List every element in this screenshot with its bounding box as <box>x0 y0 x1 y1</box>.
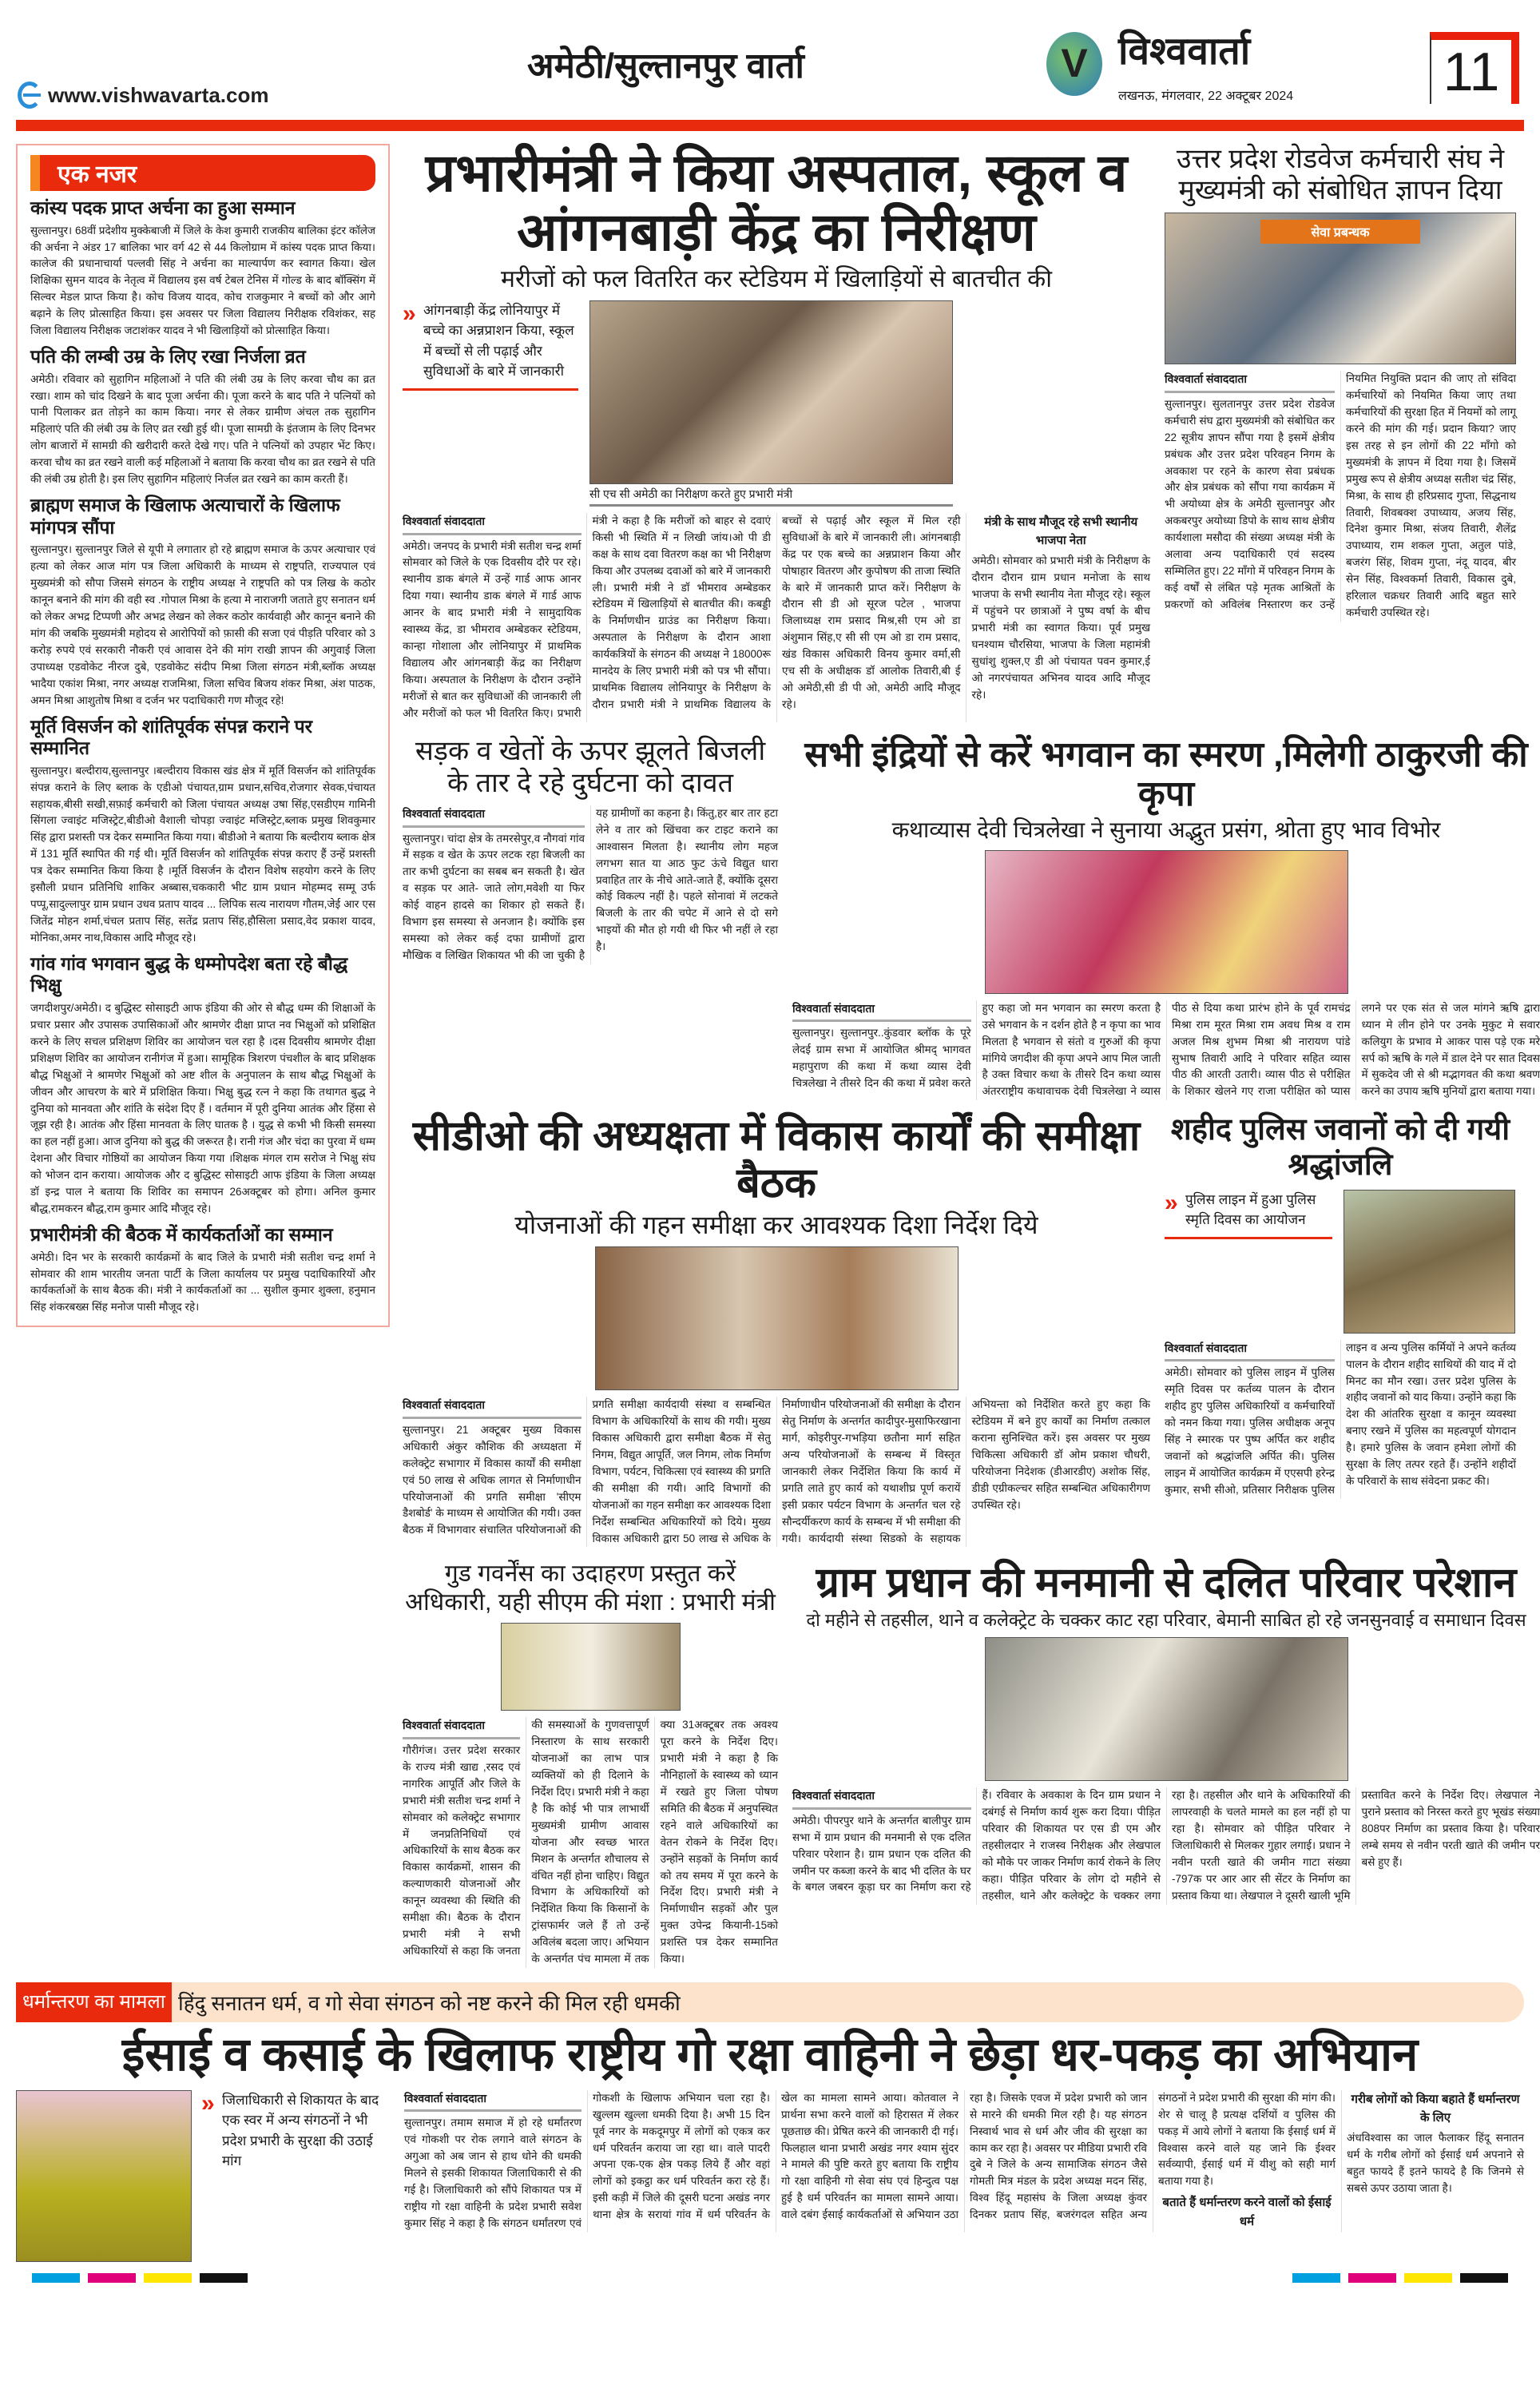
katha-body-columns <box>792 1000 1540 1101</box>
row-2 <box>403 734 1540 1101</box>
row-1 <box>403 144 1524 722</box>
left-story-headline: कांस्य पदक प्राप्त अर्चना का हुआ सम्मान <box>30 197 296 218</box>
print-color-bars <box>32 2273 1508 2283</box>
byline: विश्ववार्ता संवाददाता <box>792 1787 971 1810</box>
cdo-photo <box>595 1246 959 1390</box>
left-story-headline: गांव गांव भगवान बुद्ध के धम्मोपदेश बता रहे बौद्ध भिक्षु <box>30 952 348 996</box>
header-divider <box>16 120 1524 131</box>
newspaper-logo-icon: V <box>1046 32 1102 96</box>
left-story-body: जगदीशपुर/अमेठी। द बुद्धिस्ट सोसाइटी आफ इंडिया की ओर से बौद्ध धम्म की शिक्षाओं के प्रचार प्रसार और उपासक उपासिकाओं और श्रामणेर दीक्षा प्राप्त नव भिक्षुओं को प्रशिक्षित करने के लिए सचल प्रशिक्षण शिविर का आयोजन चल रहा है ।दस दिवसीय श्रामणेर दीक्षा प्रशिक्षण शिविर का आयोजन रानीगंज में हुआ। सामूहिक त्रिशरण पंचशील के बाद प्रशिक्षक बौद्ध भिक्षुओं ने श्रामणेर भिक्षुओं को अष्ट शील के अनुपालन के साथ बौद्ध भिक्षुओं के जीवन और आचरण के बारे में प्रशिक्षित किया। भिक्षु बुद्ध रत्न ने कहा कि तथागत बुद्ध ने दुनिया को मानवता और शांति के संदेश दिए हैं । वर्तमान में पूरी दुनिया आतंक और हिंसा से जूझ रही है। आतंक और हिंसा मानवता के लिए घातक है । युद्ध से कभी भी किसी समस्या का हल नहीं हुआ। आज दुनिया को बुद्ध की जरूरत है। रानी गंज और चंदा का पुरवा में धम्म देशना और विचार गोष्ठियों का आयोजन किया गया ।शिक्षक मंगल राम सरोज ने भिक्षु संघ को भोजन दान कराया। आयोजक और द बुद्धिस्ट सोसाइटी आफ इंडिया के जिला अध्यक्ष डॉ इन्द्र पाल ने बताया कि शिविर का समापन 26अक्टूबर को होगा। अनिल कुमार बौद्ध,रामकरन बौद्ध,राम कुमार आदि मौजूद रहे। <box>30 1002 375 1215</box>
pradhan-story <box>792 1560 1540 1904</box>
lead-media <box>403 300 1150 507</box>
print-color-bar-black <box>200 2273 248 2283</box>
ek-najar-box <box>16 144 390 1327</box>
byline: विश्ववार्ता संवाददाता <box>403 1717 520 1739</box>
governance-headline: गुड गवर्नेंस का उदाहरण प्रस्तुत करें अधिकारी, यही सीएम की मंशा : प्रभारी मंत्री <box>405 1560 776 1616</box>
left-story-body: सुल्तानपुर। बल्दीराय,सुल्तानपुर ।बल्दीराय विकास खंड क्षेत्र में मूर्ति विसर्जन को शांतिपूर्वक संपन्न कराने के लिए ब्लाक के एडीओ पंचायत,ग्राम प्रधान,सचिव,रोजगार सेवक,पंचायत सहायक,बीसी सखी,सफ़ाई कर्मचारी को जिला पंचायत अध्यक्ष उषा सिंह,एसडीएम गामिनी सिंगला ज्वाइंट मजिस्ट्रेट,बीडीओ वैशाली चोपड़ा ज्वाइंट मजिस्ट्रेट,ब्लाक प्रमुख शिवकुमार सिंह द्वारा प्रशस्ती पत्र देकर सम्मानित किया गया। बीडीओ ने बताया कि बल्दीराय ब्लाक क्षेत्र में 131 मूर्ति स्थापित की गई थी। मूर्ति विसर्जन को शांतिपूर्वक संपन्न कराए हैं उन्हें प्रशस्ती पत्र देकर सम्मानित किया किया है ।मूर्ति विसर्जन के दौरान विशेष सहयोग करने के लिए इसौली प्रधान प्रतिनिधि शाकिर अब्बास,चककारी भीट ग्राम प्रधान मोहम्मद सम्मू उर्फ पप्पू,सादुल्लापुर ग्राम प्रधान उधव प्रताप यादव ... लिपिक सत्य नारायण गौतम,जेई आर एस जितेंद्र मोहन शर्मा,चंचल प्रताप सिंह, सतेंद्र प्रताप सिंह,हौसिला प्रसाद,वेद प्रकाश यादव, मोनिका,अमर नाथ,विकास आदि मौजूद रहे। <box>30 764 375 944</box>
conversion-story <box>16 2090 1524 2262</box>
left-story-headline: मूर्ति विसर्जन को शांतिपूर्वक संपन्न कराने पर सम्मानित <box>30 715 313 759</box>
roadways-body: सुल्तानपुर। सुलतानपुर उत्तर प्रदेश रोडवेज कर्मचारी संघ द्वारा मुख्यमंत्री को संबोधित कर 22 सूत्रीय ज्ञापन सौंपा गया है इसमें क्षेत्रीय प्रबंधक और उत्तर प्रदेश परिवहन निगम के अवकाश पर रहने के कारण सेवा प्रबंधक और क्षेत्र प्रबंधक को सौंपा गया कार्यक्रम में भी अयोध्या क्षेत्र के अमेठी सुल्तानपुर और अकबरपुर अयोध्या डिपो के साथ साथ क्षेत्रीय कार्यशाला मसौदा की संख्या अध्यक्ष मंत्री के अलावा अन्य पदाधिकारी एवं सदस्य सम्मिलित हुए। 22 माँगो में परिवहन निगम के कई वर्षों से लंबित पड़े मृतक आश्रितों के प्रकरणों को अविलंब निस्तारण कर उन्हें नियमित नियुक्ति प्रदान की जाए तो संविदा कर्मचारियों को नियमित किया जाए तथा कर्मचारियों की सुरक्षा हित में नियमों को लागू करने की मांग की गई। प्रदान किया? जाए इस तरह से इन लोगों की 22 माँगो को मुख्यमंत्री के ज्ञापन में दिया गया है। जिसमें प्रमुख रूप से क्षेत्रीय अध्यक्ष सतीश चंद्र सिंह, मिश्रा, के साथ ही हरिप्रसाद गुप्ता, सिद्धनाथ तिवारी, शिवबक्श उपाध्याय, अजय सिंह, दिनेश कुमार मिश्रा, संजय तिवारी, शैलेंद्र उपाध्याय, राम शकल गुप्ता, अतुल पांडे, बजरंग सिंह, शिवम गुप्ता, नंदू यादव, बीर सेन सिंह, विश्वकर्मा तिवारी, विकास दुबे, हरिलाल चक्रधर तिवारी आदि बहुत सारे कर्मचारी उपस्थित रहे। <box>1165 372 1516 619</box>
left-story-body: सुल्तानपुर। सुल्तानपुर जिले से यूपी मे लगातार हो रहे ब्राह्मण समाज के ऊपर अत्याचार एवं हत्या को लेकर आज मांग पत्र जिला अधिकारी के माध्यम से राष्ट्रपति, राज्यपाल एवं मुख्यमंत्री को सौपा जिसमे संगठन के राष्ट्रीय अध्यक्ष ने राष्ट्रपति को पत्र लिख के कठोर कानून बनाने की मांग की वही स्व .गोपाल मिश्रा के हत्या मे नाराजगी जताते हुए सनातन धर्म को लेकर अभद्र टिप्पणी और अभद्र लेखन को लेकर कठोर कार्यवाही और कानून बनाने की मांग की जबकि मुख्यमंत्री महोदय से आरोपियों को फ़ासी की सजा एवं पीड़ति परिवार को 3 करोड़ रुपये एवं सरकारी नौकरी एवं आवास देने की मांग राखी ज्ञापन की अगुवाई जिला उपाध्यक्ष एडवोकेट नीरज दुबे, एडवोकेट संदीप मिश्रा जिला संगठन मंत्री,ब्लॉक अध्यक्ष भादैया एकांश मिश्रा, नगर अध्यक्ष राजमिश्रा, जिला सचिव बिजय शंकर मिश्रा, अंश पाठक, अमन मिश्रा आशुतोष मिश्रा व दर्जन भर पदाधिकारी गण मौजूद रहे! <box>30 543 375 706</box>
cdo-subhead: योजनाओं की गहन समीक्षा कर आवश्यक दिशा निर्देश दिये <box>514 1210 1038 1239</box>
police-headline: शहीद पुलिस जवानों को दी गयी श्रद्धांजलि <box>1170 1113 1510 1182</box>
left-story-headline: प्रभारीमंत्री की बैठक में कार्यकर्ताओं का सम्मान <box>30 1224 333 1245</box>
byline: विश्ववार्ता संवाददाता <box>403 513 581 535</box>
wires-body-columns <box>403 805 778 964</box>
governance-story <box>403 1560 778 1968</box>
byline: विश्ववार्ता संवाददाता <box>1165 1340 1335 1362</box>
conversion-headline: ईसाई व कसाई के खिलाफ राष्ट्रीय गो रक्षा वाहिनी ने छेड़ा धर-पकड़ का अभियान <box>121 2029 1419 2081</box>
left-story-headline: पति की लम्बी उम्र के लिए रखा निर्जला व्रत <box>30 346 306 368</box>
wires-body: सुल्तानपुर। चांदा क्षेत्र के तमरसेपुर,व नौगवां गांव में सड़क व खेत के ऊपर लटक रहा बिजली का तार कभी दुर्घटना का सबब बन सकती है। खेत व सड़क पर आते- जाते लोग,मवेशी या फिर कोई वाहन हादसे का शिकार हो सकते हैं। विभाग इस समस्या से अनजान है। क्योंकि इस समस्या को लेकर कई दफा ग्रामीणों द्वारा मौखिक व लिखित शिकायत भी की जा चुकी है यह ग्रामीणों का कहना है। किंतु,हर बार तार हटा लेने व तार को खिंचवा कर टाइट कराने का आश्वासन मिलता है। स्थानीय लोग महज लगभग सात या आठ फुट ऊंचे विद्युत धारा प्रवाहित तार के नीचे आते-जाते हैं, क्योंकि दूसरा कोई विकल्प नहीं है। पहले सोनावां में लटकते बिजली के तार की चपेट में आने से दो सगे भाइयों की मौत हो गयी थी फिर भी नहीं ले रहा है। <box>403 806 778 961</box>
wires-headline: सड़क व खेतों के ऊपर झूलते बिजली के तार दे रहे दुर्घटना को दावत <box>415 735 766 798</box>
pradhan-subhead: दो महीने से तहसील, थाने व कलेक्ट्रेट के चक्कर काट रहा परिवार, बेमानी साबित हो रहे जनसुनवाई व समाधान दिवस <box>806 1609 1526 1630</box>
conversion-sub1: बताते हैं धर्मान्तरण करने वालों को ईसाई धर्म <box>1162 2196 1332 2228</box>
lead-kicker: » आंगनबाड़ी केंद्र लोनियापुर में बच्चे का अन्नप्राशन किया, स्कूल में बच्चों से ली पढ़ाई और सुविधाओं के बारे में जानकारी <box>403 300 578 391</box>
website-text: www.vishwavarta.com <box>48 82 269 107</box>
pradhan-headline: ग्राम प्रधान की मनमानी से दलित परिवार परेशान <box>816 1560 1517 1607</box>
cdo-headline: सीडीओ की अध्यक्षता में विकास कार्यों की समीक्षा बैठक <box>412 1113 1141 1206</box>
row-4 <box>403 1560 1540 1968</box>
cdo-body-columns <box>403 1397 1150 1547</box>
pradhan-photo <box>985 1637 1348 1781</box>
print-color-bar-magenta <box>88 2273 136 2283</box>
police-kicker: » पुलिस लाइन में हुआ पुलिस स्मृति दिवस का आयोजन <box>1165 1190 1332 1239</box>
lead-photo-caption: सी एच सी अमेठी का निरीक्षण करते हुए प्रभारी मंत्री <box>589 484 953 507</box>
roadways-photo <box>1165 213 1516 364</box>
print-color-bar-black <box>1460 2273 1508 2283</box>
katha-story <box>792 735 1540 1101</box>
police-photo <box>1344 1190 1515 1334</box>
police-story <box>1165 1113 1516 1498</box>
main-stories <box>403 143 1540 1968</box>
conversion-body-end: अंधविश्वास का जाल फैलाकर हिंदू सनातन धर्म के गरीब लोगों को ईसाई धर्म अपनाने से बहुत फायदे हैं इतने फायदे है कि जिनमे से सबसे ऊपर उठाया जाता है। <box>1347 2132 1524 2195</box>
pradhan-body: अमेठी। पीपरपुर थाने के अन्तर्गत बालीपुर ग्राम सभा में ग्राम प्रधान की मनमानी से एक दलित परिवार परेशान है। ग्राम प्रधान एक दलित की जमीन पर कब्जा करने के बाद भी दलित के घर के बगल जबरन कूड़ा घर का निर्माण करा रहे हैं। रविवार के अवकाश के दिन ग्राम प्रधान ने दबंगई से निर्माण कार्य शुरू करा दिया। पीड़ित परिवार की शिकायत पर एस डी एम और तहसीलदार ने राजस्व निरीक्षक और लेखपाल को मौके पर जाकर निर्माण कार्य रोकने के लिए कहा। पीड़ित परिवार के लोग दो महीने से तहसील, थाने और कलेक्ट्रेट के चक्कर लगा रहा है। तहसील और थाने के अधिकारियों की लापरवाही के चलते मामले का हल नहीं हो पा रहा है। सोमवार को पीड़ित परिवार ने जिलाधिकारी से मिलकर गुहार लगाई। प्रधान ने नवीन परती खाते की जमीन गाटा संख्या -797क पर आर आर सी सेंटर के निर्माण का प्रस्ताव किया था। लेखपाल ने दूसरी खाली भूमि प्रस्तावित करने के निर्देश दिए। लेखपाल ने पुराने प्रस्ताव को निरस्त करते हुए भूखंड संख्या 808पर निर्माण का प्रस्ताव किया है। परिवार लम्बे समय से नवीन परती खाते की जमीन पर बसे हुए हैं। <box>792 1789 1540 1902</box>
left-story-headline: ब्राह्मण समाज के खिलाफ अत्याचारों के खिलाफ मांगपत्र सौंपा <box>30 495 340 538</box>
conversion-photo <box>16 2090 192 2262</box>
governance-body-columns <box>403 1717 778 1968</box>
police-body-columns <box>1165 1340 1516 1499</box>
print-color-bar-yellow <box>1404 2273 1452 2283</box>
left-story-body: अमेठी। दिन भर के सरकारी कार्यक्रमों के बाद जिले के प्रभारी मंत्री सतीश चन्द्र शर्मा ने सोमवार की शाम भारतीय जनता पार्टी के जिला कार्यालय पर प्रमुख पदाधिकारियों और कार्यकर्ताओं के साथ बैठक की। मंत्री ने कार्यकर्ताओं का ... सुशील कुमार शुक्ला, हनुमान सिंह शंकरबख्स सिंह मनोज पासी मौजूद रहे। <box>30 1250 375 1314</box>
conversion-body: सुल्तानपुर। तमाम समाज में हो रहे धर्मांतरण एवं गोकशी पर रोक लगाने वाले संगठन के अगुआ को अब जान से हाथ धोने की धमकी मिलने से इसकी शिकायत जिलाधिकारी से की गई है। जिलाधिकारी को सौंपे शिकायत पत्र में राष्ट्रीय गो रक्षा वाहिनी के प्रदेश प्रभारी सवेश कुमार सिंह ने कहा है कि संगठन धर्मांतरण एवं गोकशी के खिलाफ अभियान चला रहा है। खुल्लम खुल्ला धमकी दिया है। अभी 15 दिन पूर्व नगर के मकदूमपुर में लोगों को एकत्र कर धर्म परिवर्तन कराया जा रहा था। वाले पादरी अपना एक-एक क्षेत्र पकड़ लिये हैं और वहां लोगों को इकट्ठा कर धर्म परिवर्तन करा रहे हैं। इसी कड़ी में जिले की दूसरी घटना अखंड नगर थाना क्षेत्र के सरायां गांव में धर्म परिवर्तन के खेल का मामला सामने आया। कोतवाल ने प्रार्थना सभा करने वालों को हिरासत में लेकर पूछताछ की। प्रेषित करने की जानकारी दी गई। फिलहाल थाना प्रभारी अखंड नगर श्याम सुंदर ने मामले की पुष्टि करते हुए बताया कि राष्ट्रीय गो रक्षा वाहिनी गो सेवा संघ एवं हिन्दुत्व पक्ष हुई है धर्म परिवर्तन का मामला सामने आया। वाले दबंग ईसाई कार्यकर्ताओं से अभियान उठा रहा है। जिसके एवज में प्रदेश प्रभारी को जान से मारने की धमकी मिल रही है। यह संगठन निस्वार्थ भाव से धर्म और जीव की सुरक्षा का काम कर रहा है। अवसर पर मीडिया प्रभारी रवि दुबे ने जिले के अन्य सामाजिक संगठन जैसे गोमती मित्र मंडल के प्रदेश अध्यक्ष मदन सिंह, विश्व हिंदू महासंघ के जिला अध्यक्ष कुंवर दिनकर प्रताप सिंह, बजरंगदल सहित अन्य संगठनों ने प्रदेश प्रभारी की सुरक्षा की मांग की। शेर से चालू है प्रत्यक्ष दर्शियों व पुलिस की पकड़ में आये लोगों ने बताया कि ईसाई धर्म में विश्वास करने वाले यह जाने कि ईश्वर सर्वव्यापी, ईसाई धर्म में यीशु को सही मार्ग बताया गया है। <box>404 2091 1336 2229</box>
byline: विश्ववार्ता संवाददाता <box>1165 371 1335 393</box>
conversion-media <box>16 2090 391 2262</box>
katha-subhead: कथाव्यास देवी चित्रलेखा ने सुनाया अद्भुत प्रसंग, श्रोता हुए भाव विभोर <box>891 817 1441 843</box>
roadways-body-columns <box>1165 371 1516 622</box>
lead-body: अमेठी। जनपद के प्रभारी मंत्री सतीश चन्द्र शर्मा सोमवार को जिले के एक दिवसीय दौरे पर रहे। स्थानीय डाक बंगले में उन्हें गार्ड आफ आनर दिया गया। स्थानीय डाक बंगले में गार्ड आफ आनर के बाद प्रभारी मंत्री ने सामुदायिक स्वास्थ्य केंद्र, डा भीमराव अम्बेडकर स्टेडियम, कान्हा गोशाला और लोनियापुर में प्राथमिक विद्यालय और आंगनबाड़ी केंद्र का निरीक्षण किया। अस्पताल के निरीक्षण के दौरान उन्होंने मरीजों से बात कर सुविधाओं की जानकारी ली और मरीजों को फल भी वितरित किए। प्रभारी मंत्री ने कहा है कि मरीजों को बाहर से दवाएं किसी भी स्थिति में न लिखी जांय।ओ पी डी कक्ष के साथ दवा वितरण कक्ष का भी निरीक्षण किया और उपलब्ध दवाओं को बारे में जानकारी ली। प्रभारी मंत्री ने डॉ भीमराव अम्बेडकर स्टेडियम में खिलाड़ियों से बातचीत की। कबड्डी के निर्माणधीन ग्राउंड का निरीक्षण किया। अस्पताल के निरीक्षण के दौरान आशा कार्यकत्रियों के संगठन की अध्यक्ष ने 18000रू मानदेय के लिए प्रभारी मंत्री को पत्र भी सौंपा। प्राथमिक विद्यालय लोनियापुर के निरीक्षण के दौरान प्रभारी मंत्री ने प्राथमिक विद्यालय के बच्चों से पढ़ाई और स्कूल में मिल रही सुविधाओं के बारे में जानकारी ली। आंगनबाड़ी केंद्र पर एक बच्चे का अन्नप्राशन किया और पोषाहार वितरण और कुपोषण की ताजा स्थिति के बारे में जानकारी प्राप्त करें। निरीक्षण के दौरान सी डी ओ सूरज पटेल , भाजपा जिलाध्यक्ष राम प्रसाद मिश्र,सी एम ओ डा अंशुमान सिंह,ए सी सी एम ओ डा राम प्रसाद, खंड विकास अधिकारी विनय कुमार वर्मा,सी एच सी के अधीक्षक डॉ आलोक तिवारी,बी ई ओ अमेठी,सी डी पी ओ, अमेठी आदि मौजूद रहे। <box>403 514 961 719</box>
print-color-bar-magenta <box>1348 2273 1396 2283</box>
page-body <box>0 137 1540 1968</box>
governance-body: गौरीगंज। उत्तर प्रदेश सरकार के राज्य मंत्री खाद्य ,रसद एवं नागरिक आपूर्ति और जिले के प्रभारी मंत्री सतीश चन्द्र शर्मा ने सोमवार को कलेक्ट्रेट सभागार में जनप्रतिनिधियों एवं अधिकारियों के साथ बैठक कर विकास कार्यक्रमों, शासन की कल्याणकारी योजनाओं और कानून व्यवस्था की स्थिति की समीक्षा की। बैठक के दौरान प्रभारी मंत्री ने सभी अधिकारियों से कहा कि जनता की समस्याओं के गुणवत्तापूर्ण निस्तारण के साथ सरकारी योजनाओं का लाभ पात्र व्यक्तियों को ही दिलाने के निर्देश दिए। प्रभारी मंत्री ने कहा है कि कोई भी पात्र लाभार्थी मुख्यमंत्री ग्रामीण आवास योजना और स्वच्छ भारत मिशन के अन्तर्गत शौचालय से वंचित नहीं होना चाहिए। विद्युत विभाग के अधिकारियों को निर्देशित किया कि किसानों के ट्रांसफार्मर जले हैं तो उन्हें अविलंब बदला जाए। अभियान के अन्तर्गत पंच मामला में तक क्या 31अक्टूबर तक अवश्य पूरा करने के निर्देश दिए। प्रभारी मंत्री ने कहा है कि नौनिहालों के स्वास्थ्य को ध्यान में रखते हुए जिला पोषण समिति की बैठक में अनुपस्थित रहने वाले अधिकारियों का वेतन रोकने के निर्देश दिए। उन्होंने सड़कों के निर्माण कार्य को तय समय में पूरा करने के निर्देश दिए। प्रभारी मंत्री ने निर्माणाधीन सड़कों और पुल मुक्त उपेन्द्र कियानी-15को प्रशस्ति पत्र देकर सम्मानित किया। <box>403 1719 778 1966</box>
section-title: अमेठी/सुल्तानपुर वार्ता <box>527 46 804 85</box>
katha-headline: सभी इंद्रियों से करें भगवान का स्मरण ,मिलेगी ठाकुरजी की कृपा <box>804 734 1528 813</box>
banner-tag: धर्मान्तरण का मामला <box>16 1982 172 2022</box>
police-media <box>1165 1190 1516 1334</box>
lead-photo <box>589 300 953 484</box>
photo-sign: सेवा प्रबन्धक <box>1260 220 1420 244</box>
conversion-body-columns <box>404 2090 1524 2232</box>
pradhan-body-columns <box>792 1787 1540 1904</box>
left-story-body: सुल्तानपुर। 68वीं प्रदेशीय मुक्केबाजी में जिले के केश कुमारी राजकीय बालिका इंटर कॉलेज की अर्चना ने अंडर 17 बालिका भार वर्ग 42 से 44 किलोग्राम में कांस्य पदक प्राप्त किया। कालेज की प्रधानाचार्या पल्लवी सिंह ने अर्चना का माल्यार्पण कर स्वागत किया। खेल शिक्षिका सुमन यादव के नेतृत्व में विद्यालय इस वर्ष टेबल टेनिस में गोल्ड के बाद बॉक्सिंग में सिल्वर मेडल प्राप्त किया है। कोच विजय यादव, कोच राजकुमार ने बच्चों को और आगे बढ़ाने के लिए प्रोत्साहित किया। इस अवसर पर जिला विद्यालय निरीक्षक रविशंकर, सह जिला विद्यालय निरीक्षक जटाशंकर यादव ने भी खिलाड़ियों को प्रोत्साहित किया। <box>30 224 375 337</box>
katha-photo <box>985 850 1348 994</box>
byline: विश्ववार्ता संवाददाता <box>403 1397 581 1419</box>
lead-sub2: मंत्री के साथ मौजूद रहे सभी स्थानीय भाजपा नेता <box>984 515 1138 548</box>
lead-photo-block <box>589 300 953 507</box>
website-url[interactable] <box>18 81 268 109</box>
lead-headline: प्रभारीमंत्री ने किया अस्पताल, स्कूल व आंगनबाड़ी केंद्र का निरीक्षण <box>425 143 1128 261</box>
byline: विश्ववार्ता संवाददाता <box>403 805 585 828</box>
byline: विश्ववार्ता संवाददाता <box>404 2090 581 2113</box>
roadways-story <box>1165 144 1516 622</box>
cdo-body: सुल्तानपुर। 21 अक्टूबर मुख्य विकास अधिकारी अंकुर कौशिक की अध्यक्षता में कलेक्ट्रेट सभागार में विकास कार्यों की समीक्षा एवं 50 लाख से अधिक लागत से निर्माणाधीन परियोजनाओं की प्रगति समीक्षा 'सीएम डैशबोर्ड' के माध्यम से आयोजित की गयी। उक्त बैठक में विभागवार संचालित परियोजनाओं की प्रगति समीक्षा कार्यदायी संस्था व सम्बन्धित विभाग के अधिकारियों के साथ की गयी। मुख्य विकास अधिकारी द्वारा समीक्षा बैठक में सेतु निगम, विद्युत आपूर्ति, जल निगम, लोक निर्माण विभाग, पर्यटन, चिकित्सा एवं स्वास्थ्य की प्रगति की समीक्षा की गयी। आदि विभागों की योजनाओं का गहन समीक्षा कर आवश्यक दिशा निर्देश सम्बन्धित अधिकारियों को दिये। मुख्य विकास अधिकारी द्वारा 50 लाख से अधिक के निर्माणाधीन परियोजनाओं की समीक्षा के दौरान सेतु निर्माण के अन्तर्गत कादीपुर-मुसाफिरखाना मार्ग, कोइरीपुर-गभड़िया छतौना मार्ग सहित अन्य परियोजनाओं के सम्बन्ध में विस्तृत जानकारी लेकर निर्देशित किया कि कार्य में प्रगति लाते हुए कार्य को यथाशीघ्र पूर्ण करायें इसी प्रकार पर्यटन विभाग के अन्तर्गत चल रहे सौन्दर्यीकरण कार्य के सम्बन्ध में भी समीक्षा की गयी। कार्यदायी संस्था सिडको के सहायक अभियन्ता को निर्देशित करते हुए कहा कि स्टेडियम में बने हुए कार्यों का निर्माण तत्काल कराना सुनिश्चित करें। इस अवसर पर मुख्य चिकित्सा अधिकारी डॉ ओम प्रकाश चौधरी, परियोजना निदेशक (डीआरडीए) अशोक सिंह, डीडी एग्रीकल्चर सहित सम्बन्धित अधिकारीगण उपस्थित रहे। <box>403 1398 1150 1544</box>
banner-text: हिंदु सनातन धर्म, व गो सेवा संगठन को नष्ट करने की मिल रही धमकी <box>177 1991 681 2016</box>
left-story-body: अमेठी। रविवार को सुहागिन महिलाओं ने पति की लंबी उम्र के लिए करवा चौथ का व्रत रखा। शाम को चांद दिखने के बाद पूजा अर्चना की। पूजा करने के बाद पति ने पत्नियों को पानी पिलाकर व्रत तोड़ने का काम किया। नगर से लेकर ग्रामीण अंचल तक सुहागिन महिलाएं पति की लंबी उम्र के लिए व्रत रखी हुई थी। पूजा सामग्री के इंतजाम के लिए दिनभर लोग बाजारों में सामग्री की खरीदारी करते देखे गए। पति ने पत्नियों को उपहार भेंट किए। करवा चौथ का व्रत रखने वाली कई महिलाओं ने बताया कि करवा चौथ का व्रत रखने से पति की लंबी उम्र होती है। इस लिए सुहागिन महिलाएं निर्जल व्रत रखने का काम करती हैं। <box>30 372 375 486</box>
newspaper-brand: विश्ववार्ता <box>1118 30 1251 73</box>
lead-story <box>403 144 1150 722</box>
cdo-story <box>403 1113 1150 1547</box>
lead-body2: अमेठी। सोमवार को प्रभारी मंत्री के निरीक्षण के दौरान दौरान ग्राम प्रधान मनोजा के साथ भाजपा के सभी स्थानीय नेता मौजूद रहे। स्कूल में पहुंचने पर छात्राओं ने पुष्प वर्षा के बीच प्रभारी मंत्री का स्वागत किया। पूर्व प्रमुख घनश्याम चौरसिया, भाजपा के जिला महामंत्री सुधांशु शुक्ल,ए डी ओ पंचायत पवन कुमार,ई ओ नगरपंचायत अभिनव यादव आदि मौजूद रहे। <box>971 555 1150 701</box>
byline: विश्ववार्ता संवाददाता <box>792 1000 971 1023</box>
print-color-bar-cyan <box>1292 2273 1340 2283</box>
row-3 <box>403 1113 1524 1547</box>
roadways-headline: उत्तर प्रदेश रोडवेज कर्मचारी संघ ने मुख्यमंत्री को संबोधित ज्ञापन दिया <box>1176 144 1505 206</box>
left-stories <box>30 197 375 1316</box>
lead-body-columns <box>403 513 1150 722</box>
browser-globe-icon <box>18 81 42 109</box>
conversion-banner <box>16 1982 1524 2022</box>
katha-body: सुल्तानपुर। सुल्तानपुर..कुंडवार ब्लॉक के पूरे लेदई ग्राम सभा में आयोजित श्रीमद् भागवत महापुराण की कथा में कथा व्यास देवी चित्रलेखा ने तीसरे दिन की कथा में प्रवेश करते हुए कहा जो मन भगवान का स्मरण करता है उसे भगवान के न दर्शन होते है न कृपा का भाव मिलता है भगवान से संतो व गुरुओं की कृपा मांगिये जगदीश की कृपा अपने आप मिल जाती है उक्त विचार कथा के तीसरे दिन कथा व्यास अंतरराष्ट्रीय कथावाचक देवी चित्रलेखा ने व्यास पीठ से दिया कथा प्रारंभ होने के पूर्व रामचंद्र मिश्रा राम मूरत मिश्रा राम अवध मिश्र व राम अजल मिश्र शुभम मिश्रा श्री नारायण पांडे सुभाष तिवारी आदि ने परिवार सहित व्यास पीठ की आरती उतारी। व्यास पीठ से परीक्षित के शिकार खेलने गए राजा परीक्षित को प्यास लगने पर एक संत से जल मांगने ऋषि द्वारा ध्यान मे लीन होने पर उनके मुकुट मे सवार कलियुग के प्रभाव मे आकर पास पड़े एक मरे सर्प को ऋषि के गले में डाल देने पर सात दिवस में सुकदेव जी से श्री मद्भागवत की कथा श्रवण करने का उपाय ऋषि मुनियों द्वारा बताया गया। <box>792 1001 1540 1098</box>
print-color-bar-yellow <box>144 2273 192 2283</box>
conversion-kicker: » जिलाधिकारी से शिकायत के बाद एक स्वर में अन्य संगठनों ने भी प्रदेश प्रभारी के सुरक्षा की उठाई मांग <box>201 2090 385 2262</box>
governance-photo <box>501 1623 681 1711</box>
conversion-sub2: गरीब लोगों को किया बहाते हैं धर्मान्तरण के लिए <box>1351 2092 1520 2125</box>
police-body: अमेठी। सोमवार को पुलिस लाइन में पुलिस स्मृति दिवस पर कर्तव्य पालन के दौरान शहीद हुए पुलिस अधिकारियों व कर्मचारियों को नमन किया गया। पुलिस अधीक्षक अनूप सिंह ने स्मारक पर पुष्प अर्पित कर शहीद जवानों को श्रद्धांजलि अर्पित की। पुलिस लाइन में आयोजित कार्यक्रम में एएसपी हरेन्द्र कुमार, सभी सीओ, प्रतिसार निरीक्षक पुलिस लाइन व अन्य पुलिस कर्मियों ने अपने कर्तव्य पालन के दौरान शहीद साथियों की याद में दो मिनट का मौन रखा। उत्तर प्रदेश पुलिस के शहीद जवानों को याद किया। उन्होंने कहा कि देश की आंतरिक सुरक्षा व कानून व्यवस्था बनाए रखने में पुलिस का महत्वपूर्ण योगदान है। हमारे पुलिस के जवान हमेशा लोगों की सुरक्षा के लिए तत्पर रहते हैं। उन्होंने शहीदों के परिवारों के साथ संवेदना प्रकट की। <box>1165 1341 1516 1496</box>
wires-story <box>403 735 778 964</box>
dateline: लखनऊ, मंगलवार, 22 अक्टूबर 2024 <box>1118 89 1294 103</box>
masthead <box>0 0 1540 137</box>
page-number: 11 <box>1430 32 1519 104</box>
lead-subhead: मरीजों को फल वितरित कर स्टेडियम में खिलाड़ियों से बातचीत की <box>501 265 1052 292</box>
print-color-bar-cyan <box>32 2273 80 2283</box>
ek-najar-label: एक नजर <box>30 155 375 191</box>
